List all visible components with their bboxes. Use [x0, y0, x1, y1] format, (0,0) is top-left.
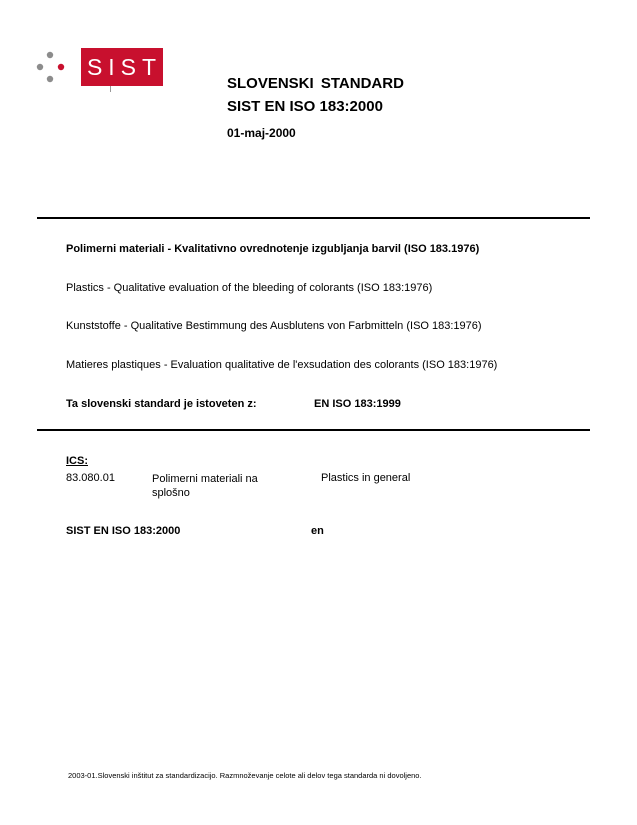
logo-dot-left [37, 64, 43, 70]
title-german: Kunststoffe - Qualitative Bestimmung des Ausblutens von Farbmitteln (ISO 183:1976) [66, 320, 482, 332]
standard-type: SLOVENSKI STANDARD [227, 75, 404, 92]
document-code: SIST EN ISO 183:2000 [66, 525, 181, 537]
logo-dot-bottom [47, 76, 53, 82]
logo-dot-top [47, 52, 53, 58]
bottom-rule [37, 429, 590, 431]
sist-logo: SIST [81, 48, 163, 86]
title-english: Plastics - Qualitative evaluation of the bleeding of colorants (ISO 183:1976) [66, 282, 433, 294]
logo-dot-right [58, 64, 64, 70]
equivalence-label: Ta slovenski standard je istoveten z: [66, 398, 257, 410]
standard-code: SIST EN ISO 183:2000 [227, 98, 383, 115]
ics-label: ICS: [66, 455, 88, 467]
equivalence-value: EN ISO 183:1999 [314, 398, 401, 410]
sist-logo-dots [28, 48, 68, 88]
copyright-footer: 2003-01.Slovenski inštitut za standardizacijo. Razmnoževanje celote ali delov tega standarda ni dovoljeno. [68, 771, 422, 780]
title-french: Matieres plastiques - Evaluation qualitative de l'exsudation des colorants (ISO 183:1976) [66, 359, 498, 371]
top-rule [37, 217, 590, 219]
title-slovenian: Polimerni materiali - Kvalitativno ovrednotenje izgubljanja barvil (ISO 183.1976) [66, 243, 480, 255]
ics-code: 83.080.01 [66, 472, 115, 484]
document-language: en [311, 525, 324, 537]
standard-date: 01-maj-2000 [227, 126, 296, 140]
ics-description-english: Plastics in general [321, 472, 411, 484]
logo-divider [110, 86, 111, 92]
ics-description-slovenian: Polimerni materiali na splošno [152, 473, 258, 499]
